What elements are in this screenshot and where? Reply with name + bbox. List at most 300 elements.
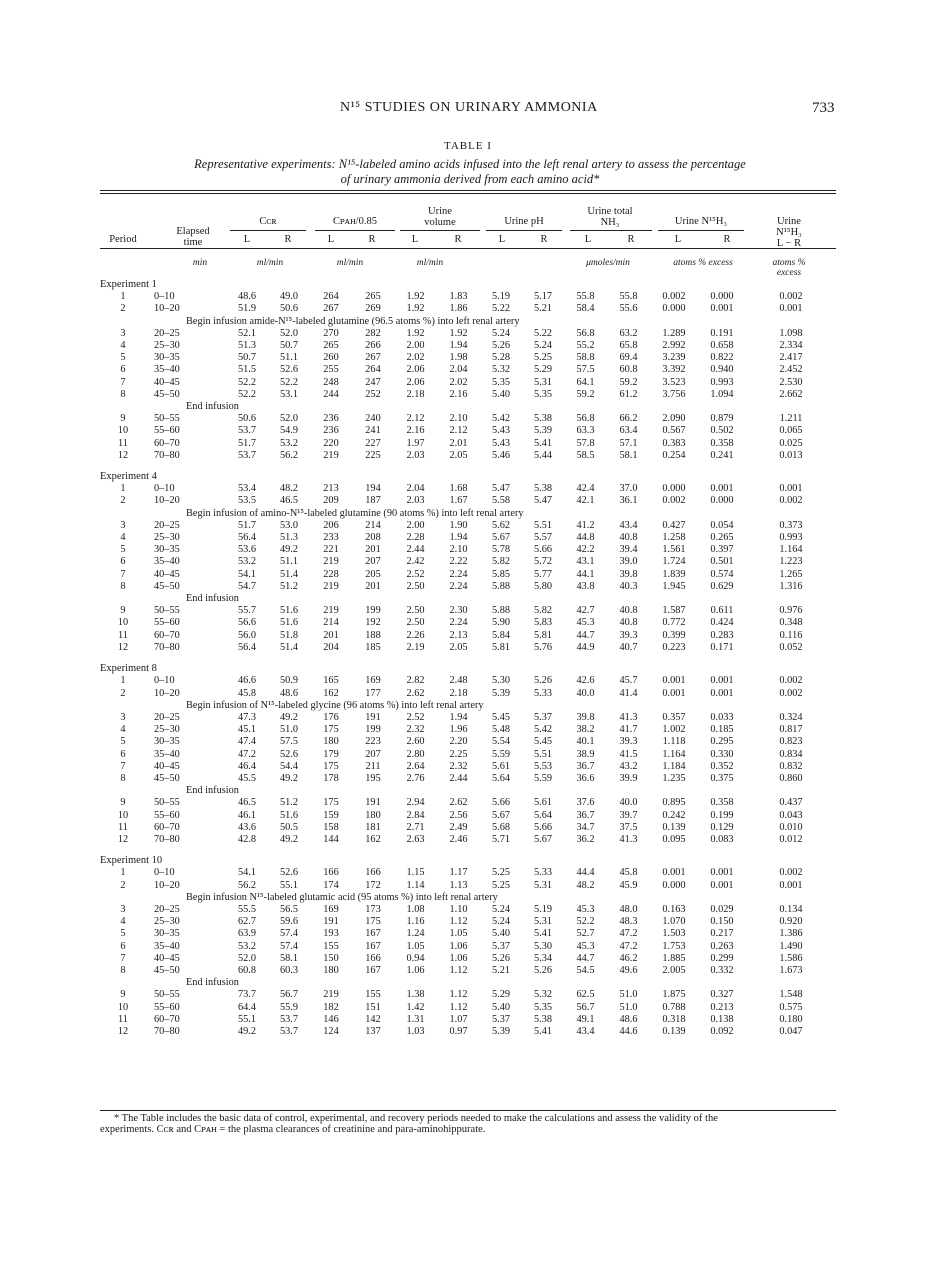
table-cell: 2.04 — [449, 364, 468, 376]
table-cell: 51.4 — [279, 641, 299, 653]
table-cell: 0.437 — [779, 797, 803, 809]
table-cell: 2.46 — [449, 833, 468, 845]
table-cell: 11 — [118, 1013, 128, 1025]
table-cell: 265 — [365, 291, 381, 303]
table-cell: 5.35 — [491, 376, 511, 388]
table-cell: 53.1 — [279, 388, 299, 400]
table-cell: 70–80 — [154, 1025, 180, 1037]
table-cell: 51.7 — [237, 519, 257, 531]
table-cell: 54.4 — [279, 760, 299, 772]
page-number: 733 — [812, 100, 835, 116]
table-cell: 2.13 — [449, 629, 468, 641]
table-cell: 42.7 — [576, 605, 595, 617]
table-cell: 1.94 — [449, 532, 468, 544]
table-cell: 1.12 — [449, 1001, 468, 1013]
header-urine-volume — [400, 206, 480, 228]
table-cell: 36.2 — [576, 833, 595, 845]
header-ccr-rule — [230, 230, 306, 231]
table-cell: 2.84 — [406, 809, 425, 821]
table-cell: 11 — [118, 629, 128, 641]
table-cell: 45.8 — [237, 687, 257, 699]
table-cell: 36.6 — [576, 772, 595, 784]
table-cell: 25–30 — [154, 916, 180, 928]
table-cell: 0.025 — [779, 437, 803, 449]
table-cell: 5.61 — [533, 797, 553, 809]
table-cell: 5.40 — [491, 1001, 511, 1013]
table-cell: 219 — [323, 605, 339, 617]
table-cell: 1.05 — [406, 940, 425, 952]
table-cell: 48.6 — [619, 1013, 638, 1025]
table-row — [100, 544, 836, 556]
table-cell: 5.30 — [491, 675, 511, 687]
table-cell: 146 — [323, 1013, 339, 1025]
table-cell: 2.05 — [449, 449, 468, 461]
table-cell: 60–70 — [154, 821, 180, 833]
table-cell: 56.5 — [279, 903, 299, 915]
header-cpah-l: L — [327, 234, 335, 245]
table-cell: 2.76 — [406, 772, 425, 784]
table-cell: 2.25 — [449, 748, 468, 760]
header-nh3-r: R — [627, 234, 635, 245]
table-cell: 0.772 — [662, 617, 686, 629]
table-cell: 25–30 — [154, 340, 180, 352]
table-cell: 0.832 — [779, 760, 803, 772]
table-cell: 20–25 — [154, 519, 180, 531]
table-cell: 1.12 — [449, 916, 468, 928]
table-cell: 39.7 — [619, 809, 638, 821]
table-cell: 41.7 — [619, 724, 638, 736]
table-cell: 5.85 — [491, 568, 511, 580]
table-cell: 2.01 — [449, 437, 468, 449]
table-row — [100, 642, 836, 654]
table-cell: 0.327 — [710, 989, 734, 1001]
table-cell: 0.324 — [779, 711, 803, 723]
table-cell: 63.2 — [619, 327, 638, 339]
table-cell: 5.19 — [491, 291, 511, 303]
table-cell: 0.001 — [710, 879, 734, 891]
table-cell: 42.2 — [576, 544, 595, 556]
table-cell: 5.21 — [533, 303, 553, 315]
table-row — [100, 941, 836, 953]
table-cell: 51.7 — [237, 437, 257, 449]
table-cell: 2.03 — [406, 495, 425, 507]
table-cell: 2.62 — [406, 687, 425, 699]
table-cell: 2.12 — [449, 425, 468, 437]
header-urine-n15-diff — [754, 216, 824, 249]
top-rule — [100, 190, 836, 191]
table-cell: 137 — [365, 1025, 381, 1037]
table-cell: 0.383 — [662, 437, 686, 449]
table-cell: 192 — [365, 617, 381, 629]
table-cell: 1.94 — [449, 711, 468, 723]
table-cell: 1.386 — [779, 928, 803, 940]
data-table-body — [100, 276, 836, 1038]
table-cell: 155 — [365, 989, 381, 1001]
table-cell: 53.2 — [237, 940, 257, 952]
header-urine-nh3-line2: NH₃ — [600, 217, 620, 228]
table-cell: 49.2 — [279, 772, 299, 784]
table-cell: 2.530 — [779, 376, 803, 388]
table-cell: 169 — [365, 675, 381, 687]
header-urine-nh3-line1: Urine total — [587, 206, 633, 217]
table-cell: 266 — [365, 340, 381, 352]
table-cell: 8 — [120, 964, 126, 976]
table-cell: 60.3 — [279, 964, 299, 976]
table-cell: 169 — [323, 903, 339, 915]
table-cell: 37.0 — [619, 483, 638, 495]
table-cell: 40–45 — [154, 568, 180, 580]
table-cell: 9 — [120, 797, 126, 809]
table-cell: 51.4 — [279, 568, 299, 580]
table-cell: 3 — [120, 327, 126, 339]
table-cell: 5.21 — [491, 964, 511, 976]
table-row — [100, 904, 836, 916]
table-cell: 1.235 — [662, 772, 686, 784]
table-cell: 0.180 — [779, 1013, 803, 1025]
table-cell: 5.42 — [491, 413, 511, 425]
table-cell: 199 — [365, 724, 381, 736]
table-row — [100, 483, 836, 495]
table-cell: 1.92 — [449, 327, 468, 339]
table-cell: 2.090 — [662, 413, 686, 425]
table-cell: 40.7 — [619, 641, 638, 653]
table-cell: 166 — [365, 867, 381, 879]
table-cell: 10 — [117, 1001, 129, 1013]
table-cell: 0.052 — [779, 641, 803, 653]
table-cell: 5.31 — [533, 916, 553, 928]
table-cell: 0.97 — [449, 1025, 468, 1037]
table-cell: 5.62 — [491, 519, 511, 531]
caption-line-2: of urinary ammonia derived from each amino acid* — [340, 172, 600, 186]
table-cell: 1.839 — [662, 568, 686, 580]
end-infusion-note-text: End infusion — [186, 593, 239, 605]
table-cell: 165 — [323, 675, 339, 687]
table-cell: 177 — [365, 687, 381, 699]
table-cell: 40.8 — [619, 605, 638, 617]
table-cell: 0.976 — [779, 605, 803, 617]
table-cell: 1.875 — [662, 989, 686, 1001]
table-cell: 47.3 — [237, 711, 257, 723]
table-cell: 1.12 — [449, 989, 468, 1001]
table-cell: 0.217 — [710, 928, 734, 940]
header-elapsed-time — [168, 226, 218, 248]
table-cell: 43.1 — [576, 556, 595, 568]
table-cell: 179 — [323, 748, 339, 760]
table-cell: 5.80 — [533, 580, 553, 592]
table-cell: 264 — [365, 364, 381, 376]
table-cell: 0.920 — [779, 916, 803, 928]
table-cell: 233 — [323, 532, 339, 544]
table-cell: 35–40 — [154, 364, 180, 376]
table-cell: 0.375 — [710, 772, 734, 784]
table-cell: 44.1 — [576, 568, 595, 580]
table-cell: 1.945 — [662, 580, 686, 592]
table-cell: 187 — [365, 495, 381, 507]
table-cell: 52.1 — [237, 327, 257, 339]
table-cell: 5.24 — [491, 903, 511, 915]
table-cell: 0.199 — [710, 809, 734, 821]
table-row — [100, 1014, 836, 1026]
table-cell: 2.16 — [406, 425, 425, 437]
table-cell: 5.40 — [491, 928, 511, 940]
table-cell: 209 — [323, 495, 339, 507]
table-cell: 44.7 — [576, 629, 595, 641]
end-infusion-note-text: End infusion — [186, 785, 239, 797]
table-cell: 0.575 — [779, 1001, 803, 1013]
table-cell: 2.12 — [406, 413, 425, 425]
table-cell: 0.001 — [710, 675, 734, 687]
table-cell: 180 — [365, 809, 381, 821]
experiment-title: Experiment 1 — [100, 279, 157, 290]
table-cell: 44.7 — [576, 952, 595, 964]
table-cell: 1 — [120, 867, 126, 879]
table-cell: 9 — [120, 413, 126, 425]
table-row — [100, 291, 836, 303]
table-cell: 5.45 — [491, 711, 511, 723]
table-cell: 55.9 — [279, 1001, 299, 1013]
table-cell: 36.7 — [576, 760, 595, 772]
table-cell: 2.80 — [406, 748, 425, 760]
table-cell: 2.28 — [406, 532, 425, 544]
table-cell: 50–55 — [154, 797, 180, 809]
table-cell: 35–40 — [154, 940, 180, 952]
table-cell: 1.67 — [449, 495, 468, 507]
table-cell: 204 — [323, 641, 339, 653]
table-cell: 5.38 — [533, 1013, 553, 1025]
table-cell: 0.427 — [662, 519, 686, 531]
table-cell: 1.14 — [406, 879, 425, 891]
table-cell: 5.45 — [533, 736, 553, 748]
table-cell: 1.002 — [662, 724, 686, 736]
table-cell: 25–30 — [154, 724, 180, 736]
table-cell: 12 — [117, 1025, 129, 1037]
end-infusion-note-text: End infusion — [186, 977, 239, 989]
table-cell: 180 — [323, 964, 339, 976]
table-cell: 51.1 — [279, 556, 299, 568]
table-cell: 50.7 — [279, 340, 299, 352]
table-cell: 0.116 — [779, 629, 803, 641]
table-cell: 40.1 — [576, 736, 595, 748]
table-cell: 51.8 — [279, 629, 299, 641]
table-cell: 56.0 — [237, 629, 257, 641]
table-row — [100, 605, 836, 617]
table-cell: 1.503 — [662, 928, 686, 940]
table-row — [100, 352, 836, 364]
table-cell: 4 — [120, 724, 126, 736]
table-cell: 5.32 — [491, 364, 511, 376]
table-row — [100, 377, 836, 389]
table-cell: 50.5 — [279, 821, 299, 833]
table-cell: 1.724 — [662, 556, 686, 568]
table-cell: 5.66 — [533, 821, 553, 833]
table-cell: 59.2 — [619, 376, 638, 388]
table-cell: 8 — [120, 580, 126, 592]
table-cell: 2.03 — [406, 449, 425, 461]
table-cell: 8 — [120, 772, 126, 784]
table-cell: 0–10 — [154, 291, 175, 303]
table-cell: 1.561 — [662, 544, 686, 556]
table-cell: 52.2 — [237, 388, 257, 400]
table-cell: 1.07 — [449, 1013, 468, 1025]
table-cell: 51.1 — [279, 352, 299, 364]
table-cell: 167 — [365, 964, 381, 976]
table-cell: 44.8 — [576, 532, 595, 544]
table-cell: 0.318 — [662, 1013, 686, 1025]
table-cell: 0.501 — [710, 556, 734, 568]
table-cell: 225 — [365, 449, 381, 461]
table-cell: 12 — [117, 641, 129, 653]
table-cell: 5.41 — [533, 928, 553, 940]
table-cell: 34.7 — [576, 821, 595, 833]
table-cell: 211 — [365, 760, 381, 772]
table-cell: 52.0 — [279, 327, 299, 339]
begin-infusion-note-text: Begin infusion of amino-N¹⁵-labeled glutamine (90 atoms %) into left renal artery — [186, 507, 524, 519]
table-cell: 54.1 — [237, 867, 257, 879]
table-cell: 2.94 — [406, 797, 425, 809]
table-cell: 50.7 — [237, 352, 257, 364]
table-cell: 5.43 — [491, 425, 511, 437]
header-elapsed-line1: Elapsed — [176, 226, 210, 237]
table-cell: 64.1 — [576, 376, 595, 388]
table-cell: 55–60 — [154, 1001, 180, 1013]
table-cell: 2.82 — [406, 675, 425, 687]
table-cell: 0.000 — [662, 879, 686, 891]
table-cell: 0.502 — [710, 425, 734, 437]
table-cell: 46.2 — [619, 952, 638, 964]
table-cell: 53.7 — [279, 1013, 299, 1025]
table-cell: 5.82 — [491, 556, 511, 568]
table-cell: 69.4 — [619, 352, 638, 364]
table-cell: 2.20 — [449, 736, 468, 748]
experiment-heading — [100, 468, 836, 483]
table-cell: 0.330 — [710, 748, 734, 760]
header-ccr: Cᴄʀ — [259, 216, 277, 227]
table-cell: 49.0 — [279, 291, 299, 303]
table-cell: 1.06 — [449, 952, 468, 964]
table-cell: 0.295 — [710, 736, 734, 748]
table-cell: 0.265 — [710, 532, 734, 544]
table-cell: 57.4 — [279, 928, 299, 940]
table-cell: 5.59 — [491, 748, 511, 760]
table-cell: 45–50 — [154, 964, 180, 976]
table-cell: 201 — [323, 629, 339, 641]
table-cell: 41.2 — [576, 519, 595, 531]
table-cell: 5.71 — [491, 833, 511, 845]
header-ccr-r: R — [284, 234, 292, 245]
table-cell: 39.3 — [619, 629, 638, 641]
table-cell: 48.6 — [279, 687, 299, 699]
table-cell: 70–80 — [154, 641, 180, 653]
table-cell: 30–35 — [154, 928, 180, 940]
header-urine-nh3-rule — [570, 230, 652, 231]
table-cell: 2.49 — [449, 821, 468, 833]
table-cell: 2.62 — [449, 797, 468, 809]
table-cell: 223 — [365, 736, 381, 748]
table-cell: 1 — [120, 483, 126, 495]
table-cell: 62.5 — [576, 989, 595, 1001]
caption-line-1: Representative experiments: N¹⁵-labeled amino acids infused into the left renal artery to assess the percentage — [194, 157, 746, 171]
table-cell: 219 — [323, 449, 339, 461]
table-cell: 46.6 — [237, 675, 257, 687]
table-cell: 176 — [323, 711, 339, 723]
table-cell: 5.82 — [533, 605, 553, 617]
table-cell: 39.0 — [619, 556, 638, 568]
header-urine-n15-rule — [658, 230, 744, 231]
table-cell: 0.139 — [662, 821, 686, 833]
table-cell: 2.42 — [406, 556, 425, 568]
table-cell: 175 — [323, 797, 339, 809]
table-cell: 0.993 — [710, 376, 734, 388]
table-cell: 1.06 — [449, 940, 468, 952]
table-cell: 208 — [365, 532, 381, 544]
table-cell: 0.822 — [710, 352, 734, 364]
table-cell: 45.3 — [576, 903, 595, 915]
table-cell: 270 — [323, 327, 339, 339]
table-cell: 2.18 — [406, 388, 425, 400]
table-cell: 0.000 — [662, 483, 686, 495]
table-cell: 5.22 — [533, 327, 553, 339]
table-cell: 51.6 — [279, 617, 299, 629]
table-cell: 2.32 — [449, 760, 468, 772]
header-volume-r: R — [454, 234, 462, 245]
table-cell: 0.629 — [710, 580, 734, 592]
table-cell: 0.138 — [710, 1013, 734, 1025]
table-cell: 5.37 — [491, 940, 511, 952]
table-cell: 0.397 — [710, 544, 734, 556]
table-cell: 2.71 — [406, 821, 425, 833]
table-cell: 201 — [365, 544, 381, 556]
table-cell: 0.163 — [662, 903, 686, 915]
header-volume-l: L — [411, 234, 419, 245]
table-cell: 42.6 — [576, 675, 595, 687]
table-cell: 50.9 — [279, 675, 299, 687]
table-cell: 0.033 — [710, 711, 734, 723]
table-cell: 227 — [365, 437, 381, 449]
table-cell: 0.001 — [662, 687, 686, 699]
table-row — [100, 712, 836, 724]
unit-time: min — [192, 258, 208, 268]
table-cell: 37.6 — [576, 797, 595, 809]
table-cell: 52.6 — [279, 867, 299, 879]
table-cell: 51.0 — [619, 1001, 638, 1013]
table-cell: 5.83 — [533, 617, 553, 629]
table-cell: 162 — [323, 687, 339, 699]
table-cell: 30–35 — [154, 736, 180, 748]
table-cell: 5.58 — [491, 495, 511, 507]
table-cell: 50–55 — [154, 989, 180, 1001]
table-cell: 0.010 — [779, 821, 803, 833]
table-cell: 66.2 — [619, 413, 638, 425]
table-cell: 52.2 — [279, 376, 299, 388]
table-cell: 185 — [365, 641, 381, 653]
table-cell: 214 — [323, 617, 339, 629]
table-cell: 1.17 — [449, 867, 468, 879]
table-cell: 5.81 — [491, 641, 511, 653]
table-cell: 5.33 — [533, 867, 553, 879]
table-cell: 52.2 — [237, 376, 257, 388]
table-cell: 1.90 — [449, 519, 468, 531]
table-cell: 57.4 — [279, 940, 299, 952]
table-cell: 1.12 — [449, 964, 468, 976]
table-cell: 53.7 — [279, 1025, 299, 1037]
table-cell: 5.26 — [491, 952, 511, 964]
table-cell: 236 — [323, 413, 339, 425]
table-cell: 3 — [120, 519, 126, 531]
table-cell: 1.31 — [406, 1013, 425, 1025]
table-cell: 47.4 — [237, 736, 257, 748]
table-cell: 51.3 — [237, 340, 257, 352]
table-cell: 2 — [120, 687, 126, 699]
